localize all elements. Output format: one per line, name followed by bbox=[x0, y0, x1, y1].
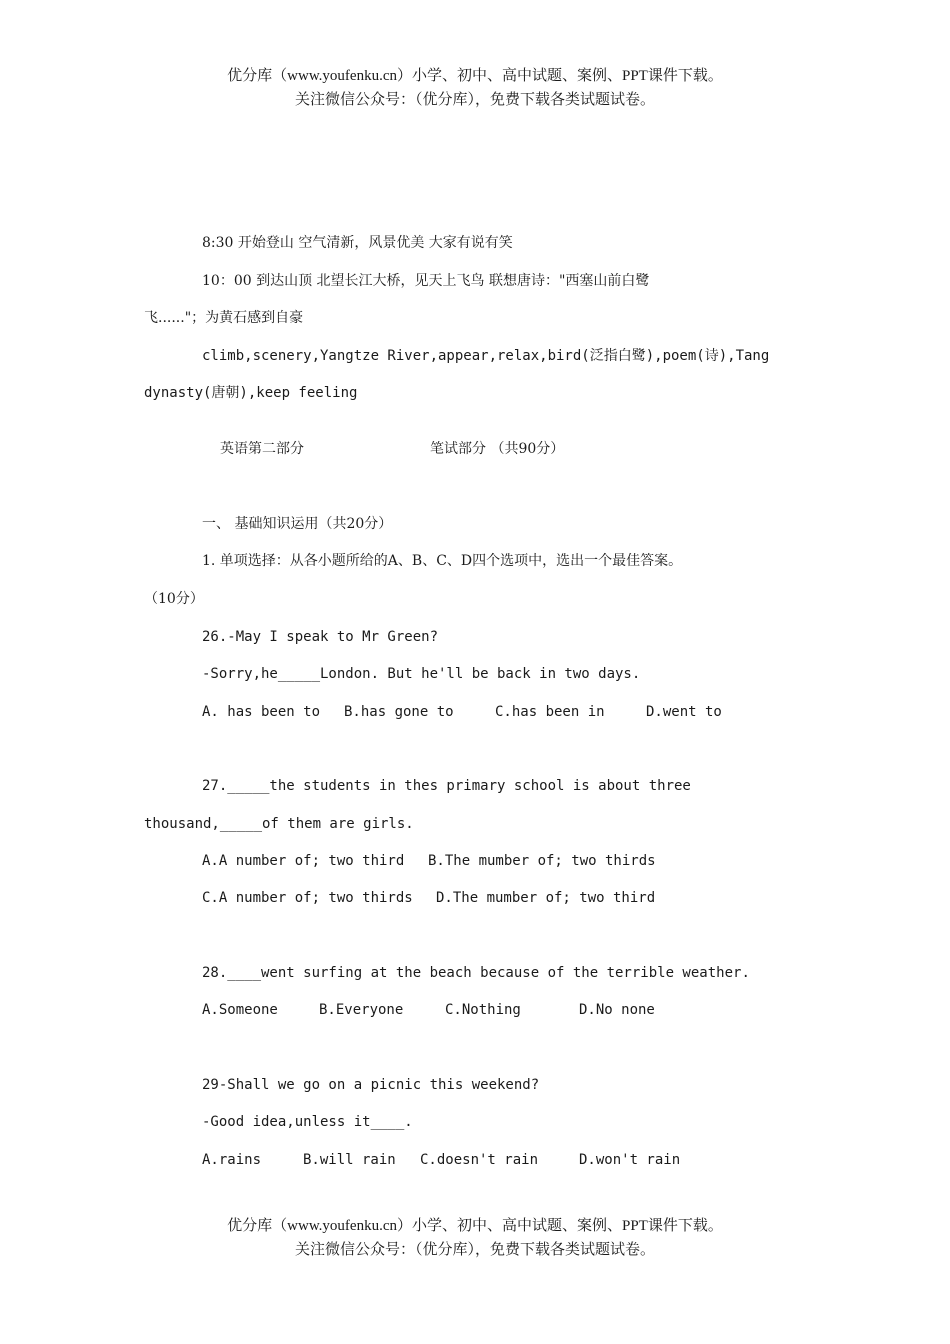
part-title-left: 英语第二部分 bbox=[220, 441, 304, 457]
q26-option-b: B.has gone to bbox=[344, 704, 454, 720]
q27-option-d: D.The mumber of; two third bbox=[436, 890, 656, 906]
notes-line-1: 8:30 开始登山 空气清新，风景优美 大家有说有笑 bbox=[202, 235, 513, 251]
q28-option-a: A.Someone bbox=[202, 1002, 278, 1018]
q26-stem-2: -Sorry,he_____London. But he'll be back in two days. bbox=[202, 666, 641, 682]
q27-option-b: B.The mumber of; two thirds bbox=[428, 853, 656, 869]
q26-option-d: D.went to bbox=[646, 704, 722, 720]
q28-option-d: D.No none bbox=[579, 1002, 655, 1018]
q27-stem-2: thousand,_____of them are girls. bbox=[144, 816, 414, 832]
q27-option-c: C.A number of; two thirds bbox=[202, 890, 413, 906]
notes-line-3: 飞......"；为黄石感到自豪 bbox=[144, 310, 304, 326]
keywords-line-2: dynasty(唐朝),keep feeling bbox=[144, 385, 358, 401]
q29-option-b: B.will rain bbox=[303, 1152, 396, 1168]
keywords-line-1: climb,scenery,Yangtze River,appear,relax,bird(泛指白鹭),poem(诗),Tang bbox=[202, 348, 770, 364]
notes-line-2: 10：00 到达山顶 北望长江大桥，见天上飞鸟 联想唐诗："西塞山前白鹭 bbox=[202, 273, 650, 289]
q29-option-c: C.doesn't rain bbox=[420, 1152, 539, 1168]
q28-option-b: B.Everyone bbox=[319, 1002, 404, 1018]
q28-option-c: C.Nothing bbox=[445, 1002, 521, 1018]
page-header bbox=[0, 64, 950, 112]
q26-option-c: C.has been in bbox=[495, 704, 605, 720]
q29-option-d: D.won't rain bbox=[579, 1152, 681, 1168]
q27-option-a: A.A number of; two third bbox=[202, 853, 405, 869]
header-line-2: 关注微信公众号：（优分库），免费下载各类试题试卷。 bbox=[294, 92, 655, 108]
q26-stem-1: 26.-May I speak to Mr Green? bbox=[202, 629, 439, 645]
page-footer bbox=[0, 1214, 950, 1262]
q26-option-a: A. has been to bbox=[202, 704, 321, 720]
section-1-instruction: 1. 单项选择：从各小题所给的A、B、C、D四个选项中，选出一个最佳答案。 bbox=[202, 553, 683, 569]
section-1-instruction-cont: （10分） bbox=[144, 591, 204, 607]
q29-option-a: A.rains bbox=[202, 1152, 262, 1168]
footer-line-2: 关注微信公众号：（优分库），免费下载各类试题试卷。 bbox=[294, 1242, 655, 1258]
q29-stem-1: 29-Shall we go on a picnic this weekend? bbox=[202, 1077, 540, 1093]
part-title-right: 笔试部分 （共90分） bbox=[430, 441, 565, 457]
footer-line-1: 优分库（www.youfenku.cn）小学、初中、高中试题、案例、PPT课件下载。 bbox=[227, 1218, 723, 1234]
q28-stem-1: 28.____went surfing at the beach because of the terrible weather. bbox=[202, 965, 750, 981]
section-1-title: 一、 基础知识运用（共20分） bbox=[202, 516, 393, 532]
header-line-1: 优分库（www.youfenku.cn）小学、初中、高中试题、案例、PPT课件下载。 bbox=[227, 68, 723, 84]
q29-stem-2: -Good idea,unless it____. bbox=[202, 1114, 413, 1130]
q27-stem-1: 27._____the students in thes primary school is about three bbox=[202, 778, 691, 794]
